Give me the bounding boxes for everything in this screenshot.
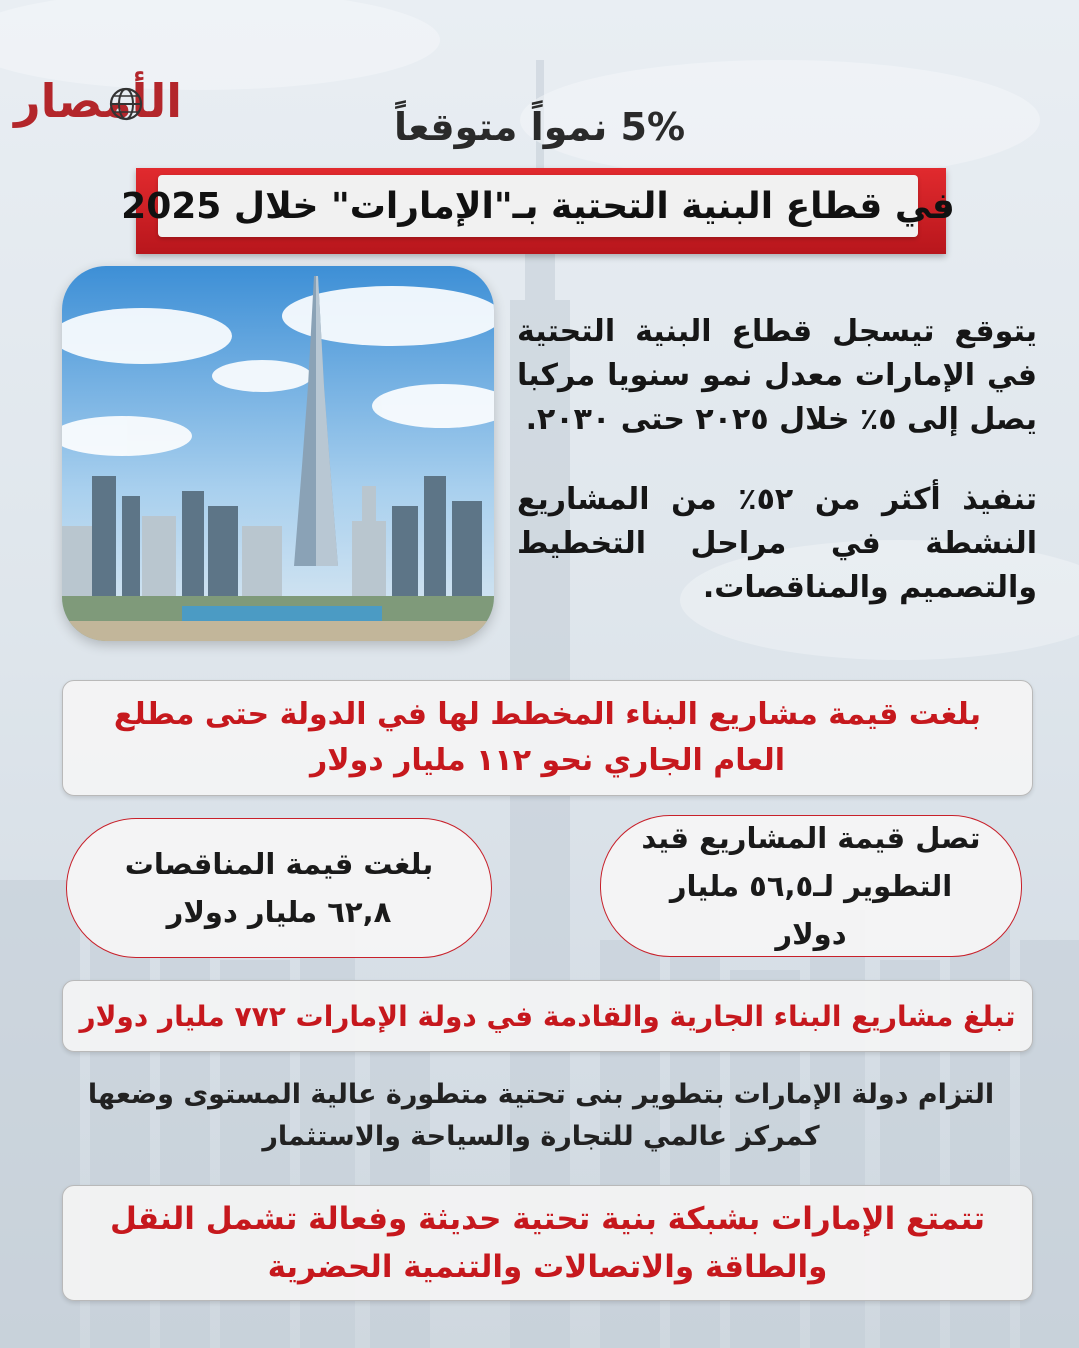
- logo-text: الأمصار: [14, 74, 182, 128]
- under-development-label: تصل قيمة المشاريع قيد: [641, 821, 981, 855]
- intro-paragraph-projects: تنفيذ أكثر من ٥٢٪ من المشاريع النشطة في مراحل التخطيط والتصميم والمناقصات.: [517, 482, 1037, 605]
- planned-projects-text: بلغت قيمة مشاريع البناء المخطط لها في الدولة حتى مطلع العام الجاري نحو ١١٢ مليار دولار: [113, 697, 982, 778]
- title-box: [121, 175, 955, 237]
- under-development-pill: [600, 815, 1022, 957]
- tenders-value: ٦٢,٨ مليار دولار: [166, 895, 392, 929]
- under-development-value: التطوير لـ٥٦,٥ مليار دولار: [669, 869, 953, 951]
- subtitle: 5% نمواً متوقعاً: [393, 105, 686, 149]
- current-upcoming-projects-box: [62, 980, 1033, 1052]
- planned-projects-box: [62, 680, 1033, 796]
- dubai-skyline-photo: [62, 266, 494, 641]
- page-title: في قطاع البنية التحتية بـ"الإمارات" خلال 2025: [121, 185, 955, 227]
- infrastructure-network-box: [62, 1185, 1033, 1301]
- current-upcoming-text: تبلغ مشاريع البناء الجارية والقادمة في دولة الإمارات ٧٧٢ مليار دولار: [79, 999, 1016, 1033]
- tenders-value-pill: [66, 818, 492, 958]
- commitment-paragraph: التزام دولة الإمارات بتطوير بنى تحتية متطورة عالية المستوى وضعها كمركز عالمي للتجارة والسياحة والاستثمار: [87, 1079, 995, 1152]
- tenders-label: بلغت قيمة المناقصات: [124, 847, 434, 881]
- infrastructure-network-text: تتمتع الإمارات بشبكة بنية تحتية حديثة وفعالة تشمل النقل والطاقة والاتصالات والتنمية الحضرية: [110, 1201, 985, 1285]
- intro-paragraph-growth: يتوقع تيسجل قطاع البنية التحتية في الإمارات معدل نمو سنويا مركبا يصل إلى ٥٪ خلال ٢٠٢٥ حتى ٢٠٣٠.: [517, 314, 1037, 437]
